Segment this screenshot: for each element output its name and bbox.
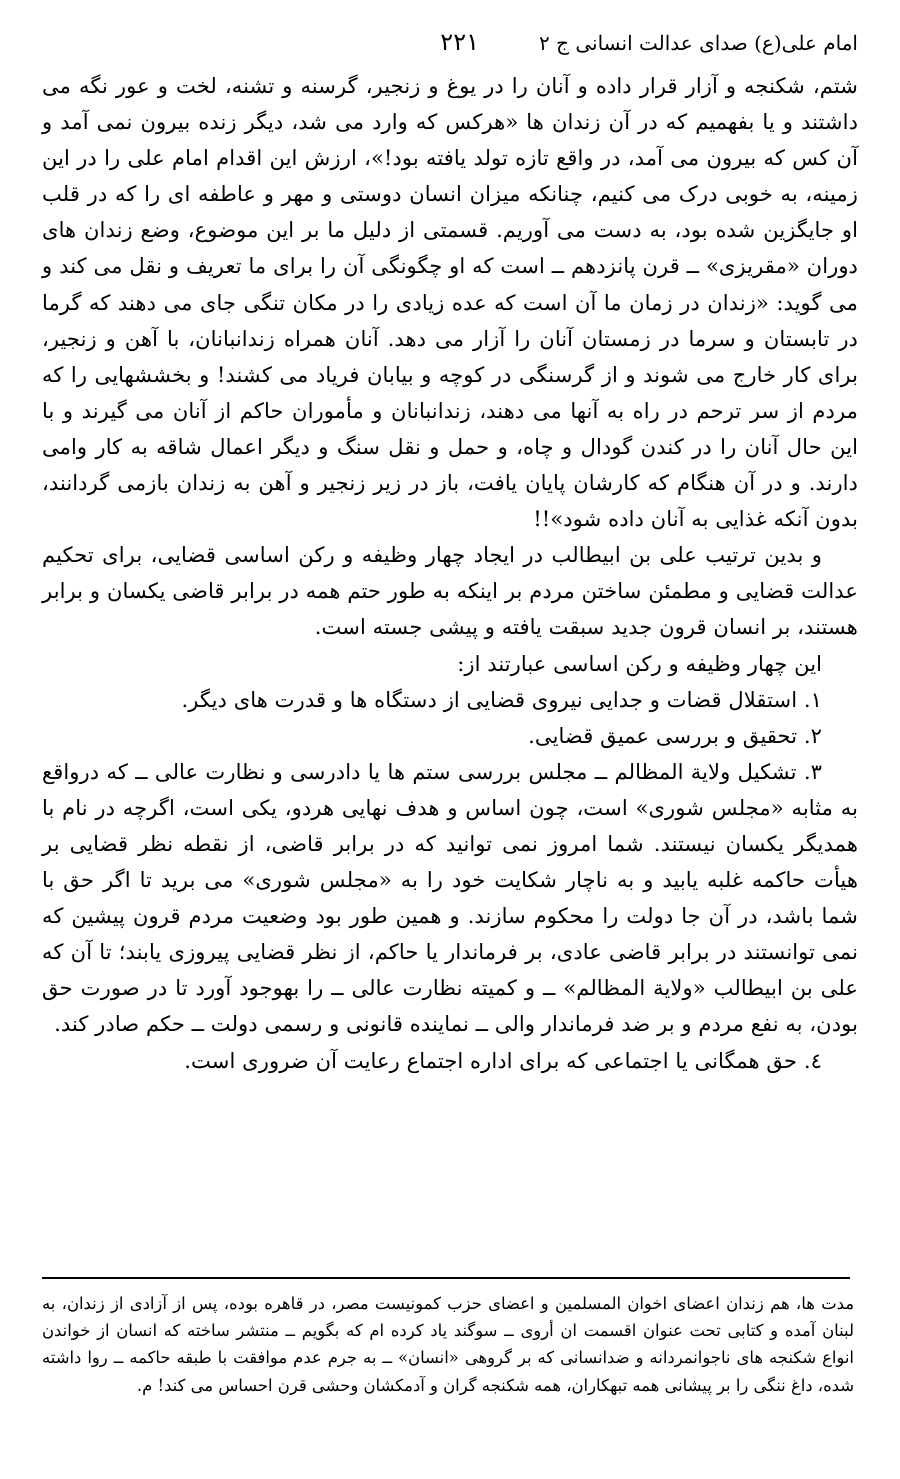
body-text <box>42 68 858 1079</box>
paragraph-four-pillars-intro: و بدین ترتیب علی بن ابیطالب در ایجاد چهار وظیفه و رکن اساسی قضایی، برای تحکیم عدالت قضایی و مطمئن ساختن مردم بر اینکه به طور حتم همه در برابر قاضی یکسان و برابر هستند، بر انسان قرون جدید سبقت یافته و پیشی جسته است. <box>42 542 858 640</box>
list-item-4: ٤. حق همگانی یا اجتماعی که برای اداره اجتماع رعایت آن ضروری است. <box>184 1047 822 1073</box>
page-number: ۲۲۱ <box>440 28 479 56</box>
book-title: امام علی(ع) صدای عدالت انسانی ج ۲ <box>538 31 858 55</box>
list-item-3: ۳. تشکیل ولایة المظالم ــ مجلس بررسی ستم ها یا دادرسی و نظارت عالی ــ که درواقع به مثابه «مجلس شوری» است، چون اساس و هدف نهایی هردو، یکی است، اگرچه در نام با همدیگر یکسان نیستند. شما امروز نمی توانید که در برابر قاضی، از نقطه نظر قضایی بر هیأت حاکمه غلبه یابید و به ناچار شکایت خود را به «مجلس شوری» می برید تا اگر حق با شما باشد، در آن جا دولت را محکوم سازند. و همین طور بود وضعیت مردم قرون پیشین که نمی توانستند در برابر قاضی عادی، بر فرماندار یا حاکم، از نظر قضایی پیروزی یابند؛ تا آن که علی بن ابیطالب «ولایة المظالم» ــ و کمیته نظارت عالی ــ را بهوجود آورد تا در صورت حق بودن، به نفع مردم و بر ضد فرماندار والی ــ نماینده قانونی و رسمی دولت ــ حکم صادر کند. <box>42 758 858 1037</box>
running-header <box>42 28 858 68</box>
paragraph-continuation: شتم، شکنجه و آزار قرار داده و آنان را در یوغ و زنجیر، گرسنه و تشنه، لخت و عور نگه می داشتند و یا بفهمیم که در آن زندان ها «هرکس که وارد می شد، دیگر زنده بیرون نمی آمد و آن کس که بیرون می آمد، در واقع تازه تولد یافته بود!»، ارزش این اقدام امام علی را در این زمینه، به خوبی درک می کنیم، چنانکه میزان انسان دوستی و مهر و عاطفه ای را که در قلب او جایگزین شده بود، به دست می آوریم. قسمتی از دلیل ما بر این موضوع، وضع زندان های دوران «مقریزی» ــ قرن پانزدهم ــ است که او چگونگی آن را برای ما تعریف و نقل می کند و می گوید: «زندان در زمان ما آن است که عده زیادی را در مکان تنگی جای می دهند که گرما در تابستان و سرما در زمستان آنان را آزار می دهد. آنان همراه زندانبانان، با آهن و زنجیر، برای کار خارج می شوند و از گرسنگی در کوچه و بیابان فریاد می کشند! و بخششهایی را که مردم از سر ترحم در راه به آنها می دهند، زندانبانان و مأموران حاکم از آنان می گیرند و با این حال آنان را در کندن گودال و چاه، و حمل و نقل سنگ و دیگر اعمال شاقه به کار وامی دارند. و در آن هنگام که کارشان پایان یافت، باز در زیر زنجیر و آهن به زندان بازمی گردانند، بدون آنکه غذایی به آنان داده شود»!! <box>42 73 858 532</box>
list-item-1: ۱. استقلال قضات و جدایی نیروی قضایی از دستگاه ها و قدرت های دیگر. <box>181 686 822 712</box>
page-content <box>42 28 858 1079</box>
footnote-text: مدت ها، هم زندان اعضای اخوان المسلمین و اعضای حزب کمونیست مصر، در قاهره بوده، پس از آزادی از زندان، به لبنان آمده و کتابی تحت عنوان اقسمت ان أروی ــ سوگند یاد کرده ام که بگویم ــ منتشر ساخته که انسان از خواندن انواع شکنجه های ناجوانمردانه و ضدانسانی که بر گروهی «انسان» ــ به جرم عدم موافقت با طبقه حاکمه ــ روا داشته شده، داغ ننگی را بر پیشانی همه تبهکاران، همه شکنجه گران و آدمکشان وحشی قرن احساس می کند! م. <box>42 1294 854 1395</box>
footnote <box>42 1290 854 1399</box>
list-item-2: ۲. تحقیق و بررسی عمیق قضایی. <box>528 722 822 748</box>
paragraph-list-lead: این چهار وظیفه و رکن اساسی عبارتند از: <box>457 650 822 676</box>
footnote-separator <box>42 1277 850 1279</box>
